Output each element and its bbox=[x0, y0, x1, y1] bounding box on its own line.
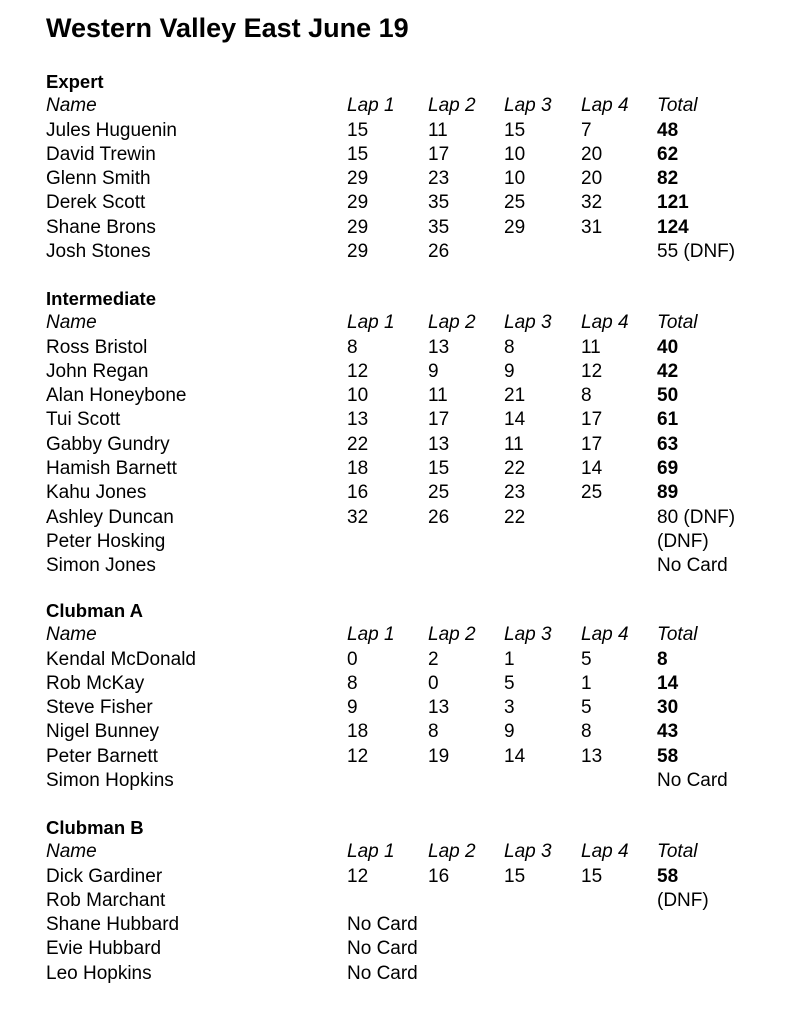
lap-cell: 12 bbox=[581, 360, 603, 382]
header-lap3: Lap 3 bbox=[504, 312, 552, 334]
total-cell: No Card bbox=[657, 770, 728, 792]
table-row bbox=[46, 167, 766, 191]
lap-cell: 0 bbox=[347, 648, 358, 670]
table-row bbox=[46, 672, 766, 696]
table-row bbox=[46, 408, 766, 432]
lap-cell: 29 bbox=[347, 168, 369, 190]
lap-cell: 22 bbox=[504, 458, 526, 480]
header-lap4: Lap 4 bbox=[581, 95, 629, 117]
lap-cell: 18 bbox=[347, 721, 369, 743]
rider-name: Hamish Barnett bbox=[46, 458, 177, 480]
column-header-row bbox=[46, 623, 766, 647]
header-lap2: Lap 2 bbox=[428, 624, 476, 646]
lap-cell: 9 bbox=[428, 360, 439, 382]
lap-cell: 8 bbox=[347, 336, 358, 358]
lap-cell: 25 bbox=[428, 482, 450, 504]
column-header-row bbox=[46, 840, 766, 864]
header-lap2: Lap 2 bbox=[428, 312, 476, 334]
table-row bbox=[46, 360, 766, 384]
header-name: Name bbox=[46, 841, 97, 863]
rider-name: Kendal McDonald bbox=[46, 648, 196, 670]
total-cell: 14 bbox=[657, 672, 679, 694]
lap-cell: 17 bbox=[581, 433, 603, 455]
rider-name: Evie Hubbard bbox=[46, 938, 162, 960]
header-lap3: Lap 3 bbox=[504, 624, 552, 646]
lap-cell: 11 bbox=[428, 385, 448, 407]
total-cell: (DNF) bbox=[657, 530, 709, 552]
lap-cell: 29 bbox=[347, 216, 369, 238]
lap-cell: 35 bbox=[428, 192, 450, 214]
table-row bbox=[46, 720, 766, 744]
lap-cell: No Card bbox=[347, 938, 418, 960]
header-lap4: Lap 4 bbox=[581, 312, 629, 334]
header-lap1: Lap 1 bbox=[347, 312, 395, 334]
total-cell: 62 bbox=[657, 143, 679, 165]
total-cell: 58 bbox=[657, 745, 679, 767]
lap-cell: 25 bbox=[581, 482, 603, 504]
lap-cell: 22 bbox=[504, 506, 526, 528]
table-row bbox=[46, 143, 766, 167]
lap-cell: 12 bbox=[347, 865, 369, 887]
header-lap1: Lap 1 bbox=[347, 624, 395, 646]
lap-cell: 15 bbox=[428, 458, 450, 480]
table-row bbox=[46, 433, 766, 457]
total-cell: 121 bbox=[657, 192, 689, 214]
lap-cell: 18 bbox=[347, 458, 369, 480]
lap-cell: 16 bbox=[347, 482, 369, 504]
rider-name: Kahu Jones bbox=[46, 482, 147, 504]
lap-cell: 8 bbox=[428, 721, 439, 743]
total-cell: 55 (DNF) bbox=[657, 241, 736, 263]
lap-cell: 13 bbox=[428, 433, 450, 455]
rider-name: John Regan bbox=[46, 360, 149, 382]
lap-cell: 16 bbox=[428, 865, 450, 887]
table-row bbox=[46, 119, 766, 143]
table-row bbox=[46, 648, 766, 672]
section-title: Intermediate bbox=[46, 288, 157, 309]
lap-cell: 11 bbox=[428, 119, 448, 141]
lap-cell: 29 bbox=[504, 216, 526, 238]
header-total: Total bbox=[657, 312, 698, 334]
lap-cell: 15 bbox=[347, 143, 369, 165]
header-total: Total bbox=[657, 841, 698, 863]
section-intermediate bbox=[46, 287, 766, 579]
total-cell: (DNF) bbox=[657, 889, 709, 911]
table-row bbox=[46, 191, 766, 215]
lap-cell: 23 bbox=[428, 168, 450, 190]
header-lap1: Lap 1 bbox=[347, 841, 395, 863]
lap-cell: 14 bbox=[504, 409, 526, 431]
rider-name: Simon Jones bbox=[46, 555, 156, 577]
table-row bbox=[46, 745, 766, 769]
total-cell: 61 bbox=[657, 409, 679, 431]
rider-name: Shane Brons bbox=[46, 216, 156, 238]
lap-cell: 13 bbox=[428, 336, 450, 358]
total-cell: No Card bbox=[657, 555, 728, 577]
lap-cell: 13 bbox=[581, 745, 603, 767]
table-row bbox=[46, 481, 766, 505]
table-row bbox=[46, 962, 766, 986]
table-row bbox=[46, 696, 766, 720]
section-clubman-b bbox=[46, 816, 766, 986]
header-name: Name bbox=[46, 312, 97, 334]
lap-cell: 10 bbox=[504, 143, 526, 165]
lap-cell: 8 bbox=[504, 336, 515, 358]
rider-name: Jules Huguenin bbox=[46, 119, 177, 141]
lap-cell: 11 bbox=[504, 433, 524, 455]
header-lap2: Lap 2 bbox=[428, 95, 476, 117]
lap-cell: 32 bbox=[581, 192, 603, 214]
total-cell: 50 bbox=[657, 385, 679, 407]
lap-cell: 15 bbox=[347, 119, 369, 141]
rider-name: Ross Bristol bbox=[46, 336, 148, 358]
rider-name: Shane Hubbard bbox=[46, 914, 180, 936]
lap-cell: 5 bbox=[581, 648, 592, 670]
table-row bbox=[46, 336, 766, 360]
header-name: Name bbox=[46, 624, 97, 646]
lap-cell: 14 bbox=[504, 745, 526, 767]
table-row bbox=[46, 384, 766, 408]
table-row bbox=[46, 554, 766, 578]
rider-name: Gabby Gundry bbox=[46, 433, 170, 455]
rider-name: Peter Barnett bbox=[46, 745, 158, 767]
rider-name: Derek Scott bbox=[46, 192, 146, 214]
lap-cell: 26 bbox=[428, 506, 450, 528]
total-cell: 40 bbox=[657, 336, 679, 358]
rider-name: Dick Gardiner bbox=[46, 865, 163, 887]
header-total: Total bbox=[657, 624, 698, 646]
header-lap2: Lap 2 bbox=[428, 841, 476, 863]
section-expert bbox=[46, 70, 766, 264]
header-lap3: Lap 3 bbox=[504, 841, 552, 863]
section-title: Expert bbox=[46, 71, 104, 92]
lap-cell: 23 bbox=[504, 482, 526, 504]
lap-cell: 13 bbox=[428, 697, 450, 719]
lap-cell: 26 bbox=[428, 241, 450, 263]
lap-cell: 8 bbox=[347, 672, 358, 694]
lap-cell: 17 bbox=[581, 409, 603, 431]
lap-cell: 19 bbox=[428, 745, 450, 767]
section-title: Clubman A bbox=[46, 600, 143, 621]
lap-cell: 5 bbox=[581, 697, 592, 719]
lap-cell: 17 bbox=[428, 143, 450, 165]
rider-name: Peter Hosking bbox=[46, 530, 166, 552]
table-row bbox=[46, 937, 766, 961]
rider-name: Nigel Bunney bbox=[46, 721, 160, 743]
rider-name: Alan Honeybone bbox=[46, 385, 187, 407]
lap-cell: 2 bbox=[428, 648, 439, 670]
lap-cell: 15 bbox=[581, 865, 603, 887]
total-cell: 69 bbox=[657, 458, 679, 480]
table-row bbox=[46, 769, 766, 793]
header-name: Name bbox=[46, 95, 97, 117]
lap-cell: 10 bbox=[504, 168, 526, 190]
total-cell: 80 (DNF) bbox=[657, 506, 736, 528]
header-lap4: Lap 4 bbox=[581, 624, 629, 646]
rider-name: Rob McKay bbox=[46, 672, 145, 694]
lap-cell: 20 bbox=[581, 168, 603, 190]
rider-name: Josh Stones bbox=[46, 241, 151, 263]
lap-cell: 5 bbox=[504, 672, 515, 694]
total-cell: 124 bbox=[657, 216, 689, 238]
lap-cell: 9 bbox=[347, 697, 358, 719]
rider-name: Steve Fisher bbox=[46, 697, 153, 719]
column-header-row bbox=[46, 311, 766, 335]
total-cell: 58 bbox=[657, 865, 679, 887]
total-cell: 82 bbox=[657, 168, 679, 190]
table-row bbox=[46, 216, 766, 240]
header-lap3: Lap 3 bbox=[504, 95, 552, 117]
lap-cell: 1 bbox=[504, 648, 515, 670]
total-cell: 42 bbox=[657, 360, 679, 382]
lap-cell: 12 bbox=[347, 745, 369, 767]
lap-cell: 22 bbox=[347, 433, 369, 455]
table-row bbox=[46, 240, 766, 264]
rider-name: Simon Hopkins bbox=[46, 770, 174, 792]
lap-cell: 13 bbox=[347, 409, 369, 431]
lap-cell: 1 bbox=[581, 672, 592, 694]
lap-cell: 15 bbox=[504, 865, 526, 887]
lap-cell: No Card bbox=[347, 962, 418, 984]
lap-cell: 25 bbox=[504, 192, 526, 214]
table-row bbox=[46, 913, 766, 937]
lap-cell: 20 bbox=[581, 143, 603, 165]
total-cell: 30 bbox=[657, 697, 679, 719]
rider-name: Tui Scott bbox=[46, 409, 121, 431]
lap-cell: 9 bbox=[504, 360, 515, 382]
lap-cell: 7 bbox=[581, 119, 592, 141]
lap-cell: No Card bbox=[347, 914, 418, 936]
lap-cell: 32 bbox=[347, 506, 369, 528]
total-cell: 89 bbox=[657, 482, 679, 504]
lap-cell: 17 bbox=[428, 409, 450, 431]
rider-name: David Trewin bbox=[46, 143, 156, 165]
lap-cell: 31 bbox=[581, 216, 603, 238]
header-lap4: Lap 4 bbox=[581, 841, 629, 863]
page-title: Western Valley East June 19 bbox=[46, 13, 409, 43]
lap-cell: 29 bbox=[347, 192, 369, 214]
lap-cell: 11 bbox=[581, 336, 601, 358]
column-header-row bbox=[46, 94, 766, 118]
lap-cell: 0 bbox=[428, 672, 439, 694]
lap-cell: 14 bbox=[581, 458, 603, 480]
lap-cell: 12 bbox=[347, 360, 369, 382]
total-cell: 43 bbox=[657, 721, 679, 743]
lap-cell: 10 bbox=[347, 385, 369, 407]
rider-name: Ashley Duncan bbox=[46, 506, 174, 528]
table-row bbox=[46, 506, 766, 530]
section-clubman-a bbox=[46, 599, 766, 793]
lap-cell: 8 bbox=[581, 721, 592, 743]
rider-name: Leo Hopkins bbox=[46, 962, 152, 984]
section-title: Clubman B bbox=[46, 817, 144, 838]
table-row bbox=[46, 457, 766, 481]
table-row bbox=[46, 889, 766, 913]
header-lap1: Lap 1 bbox=[347, 95, 395, 117]
lap-cell: 35 bbox=[428, 216, 450, 238]
total-cell: 48 bbox=[657, 119, 679, 141]
total-cell: 63 bbox=[657, 433, 679, 455]
lap-cell: 15 bbox=[504, 119, 526, 141]
rider-name: Glenn Smith bbox=[46, 168, 151, 190]
lap-cell: 3 bbox=[504, 697, 515, 719]
lap-cell: 21 bbox=[504, 385, 526, 407]
rider-name: Rob Marchant bbox=[46, 889, 166, 911]
table-row bbox=[46, 530, 766, 554]
lap-cell: 8 bbox=[581, 385, 592, 407]
table-row bbox=[46, 865, 766, 889]
total-cell: 8 bbox=[657, 648, 668, 670]
lap-cell: 29 bbox=[347, 241, 369, 263]
header-total: Total bbox=[657, 95, 698, 117]
lap-cell: 9 bbox=[504, 721, 515, 743]
